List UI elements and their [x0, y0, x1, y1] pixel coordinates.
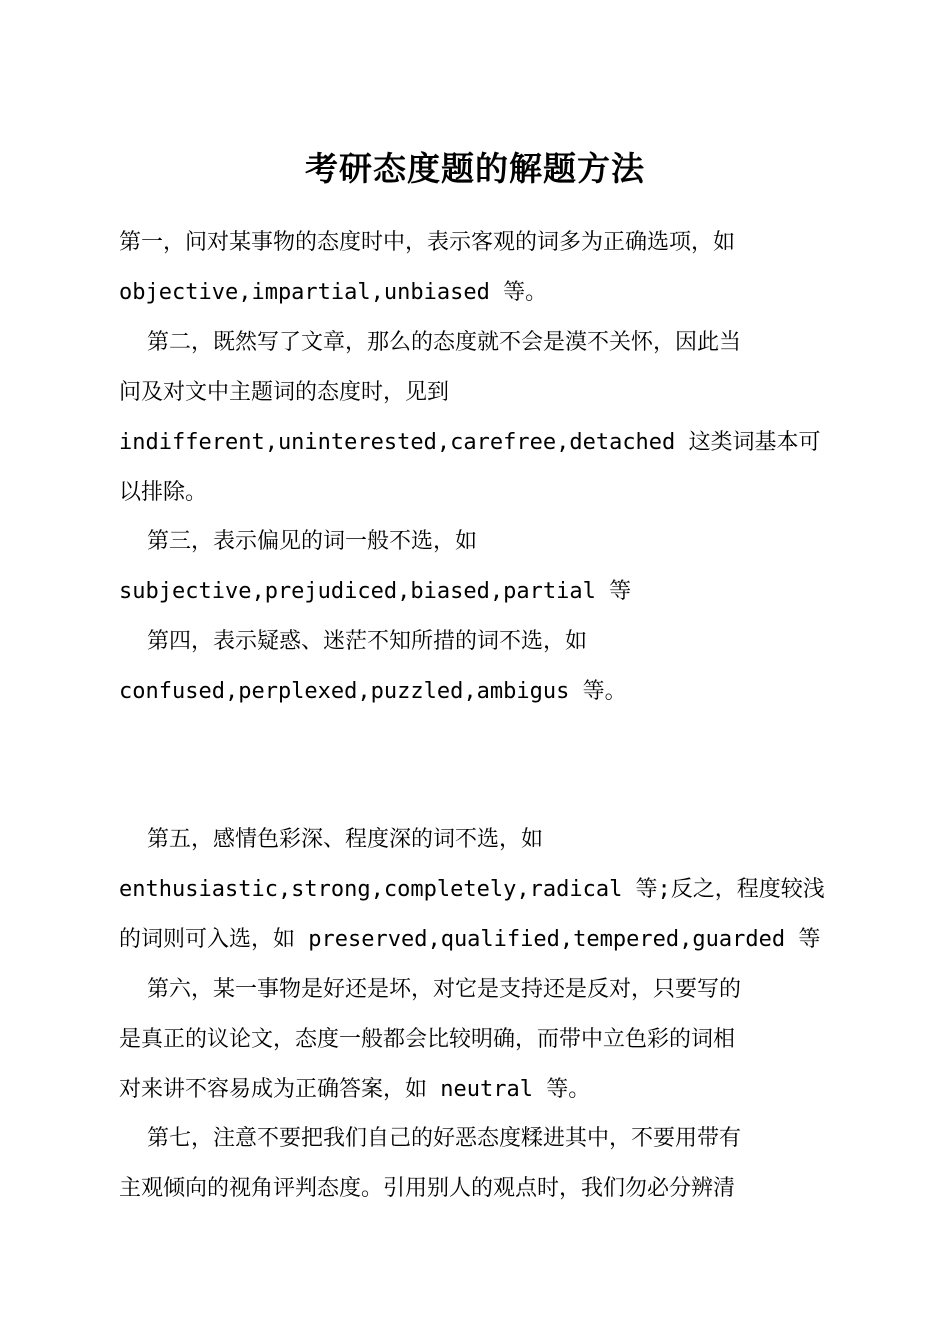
paragraph-line: 第七，注意不要把我们自己的好恶态度糅进其中，不要用带有	[147, 1126, 742, 1151]
paragraph-line: 对来讲不容易成为正确答案，如 neutral 等。	[119, 1077, 591, 1102]
paragraph-line: 问及对文中主题词的态度时，见到	[119, 380, 450, 405]
paragraph-5	[119, 815, 834, 965]
paragraph-line: 主观倾向的视角评判态度。引用别人的观点时，我们勿必分辨清	[119, 1176, 736, 1201]
paragraph-6	[119, 965, 834, 1115]
paragraph-line: 第一，问对某事物的态度时中，表示客观的词多为正确选项，如	[119, 230, 736, 255]
paragraph-3	[119, 517, 834, 617]
paragraph-line: 第六，某一事物是好还是坏，对它是支持还是反对，只要写的	[147, 977, 742, 1002]
paragraph-7	[119, 1114, 834, 1214]
paragraph-line: 是真正的议论文，态度一般都会比较明确，而带中立色彩的词相	[119, 1027, 736, 1052]
paragraph-line: 第五，感情色彩深、程度深的词不选，如	[147, 827, 544, 852]
paragraph-line: 第二，既然写了文章，那么的态度就不会是漠不关怀，因此当	[147, 330, 742, 355]
paragraph-line: objective,impartial,unbiased 等。	[119, 280, 548, 305]
paragraph-line: 以排除。	[119, 480, 208, 505]
paragraph-2	[119, 318, 834, 518]
paragraph-4	[119, 617, 834, 717]
paragraph-line: confused,perplexed,puzzled,ambigus 等。	[119, 679, 627, 704]
paragraph-line: enthusiastic,strong,completely,radical 等;反之，程度较浅	[119, 877, 825, 902]
paragraph-1	[119, 218, 834, 318]
paragraph-line: indifferent,uninterested,carefree,detached 这类词基本可	[119, 430, 821, 455]
paragraph-line: 的词则可入选，如 preserved,qualified,tempered,guarded 等	[119, 927, 821, 952]
paragraph-line: 第三，表示偏见的词一般不选，如	[147, 529, 478, 554]
document-title: 考研态度题的解题方法	[305, 149, 645, 188]
paragraph-line: subjective,prejudiced,biased,partial 等	[119, 579, 632, 604]
paragraph-line: 第四，表示疑惑、迷茫不知所措的词不选，如	[147, 629, 588, 654]
